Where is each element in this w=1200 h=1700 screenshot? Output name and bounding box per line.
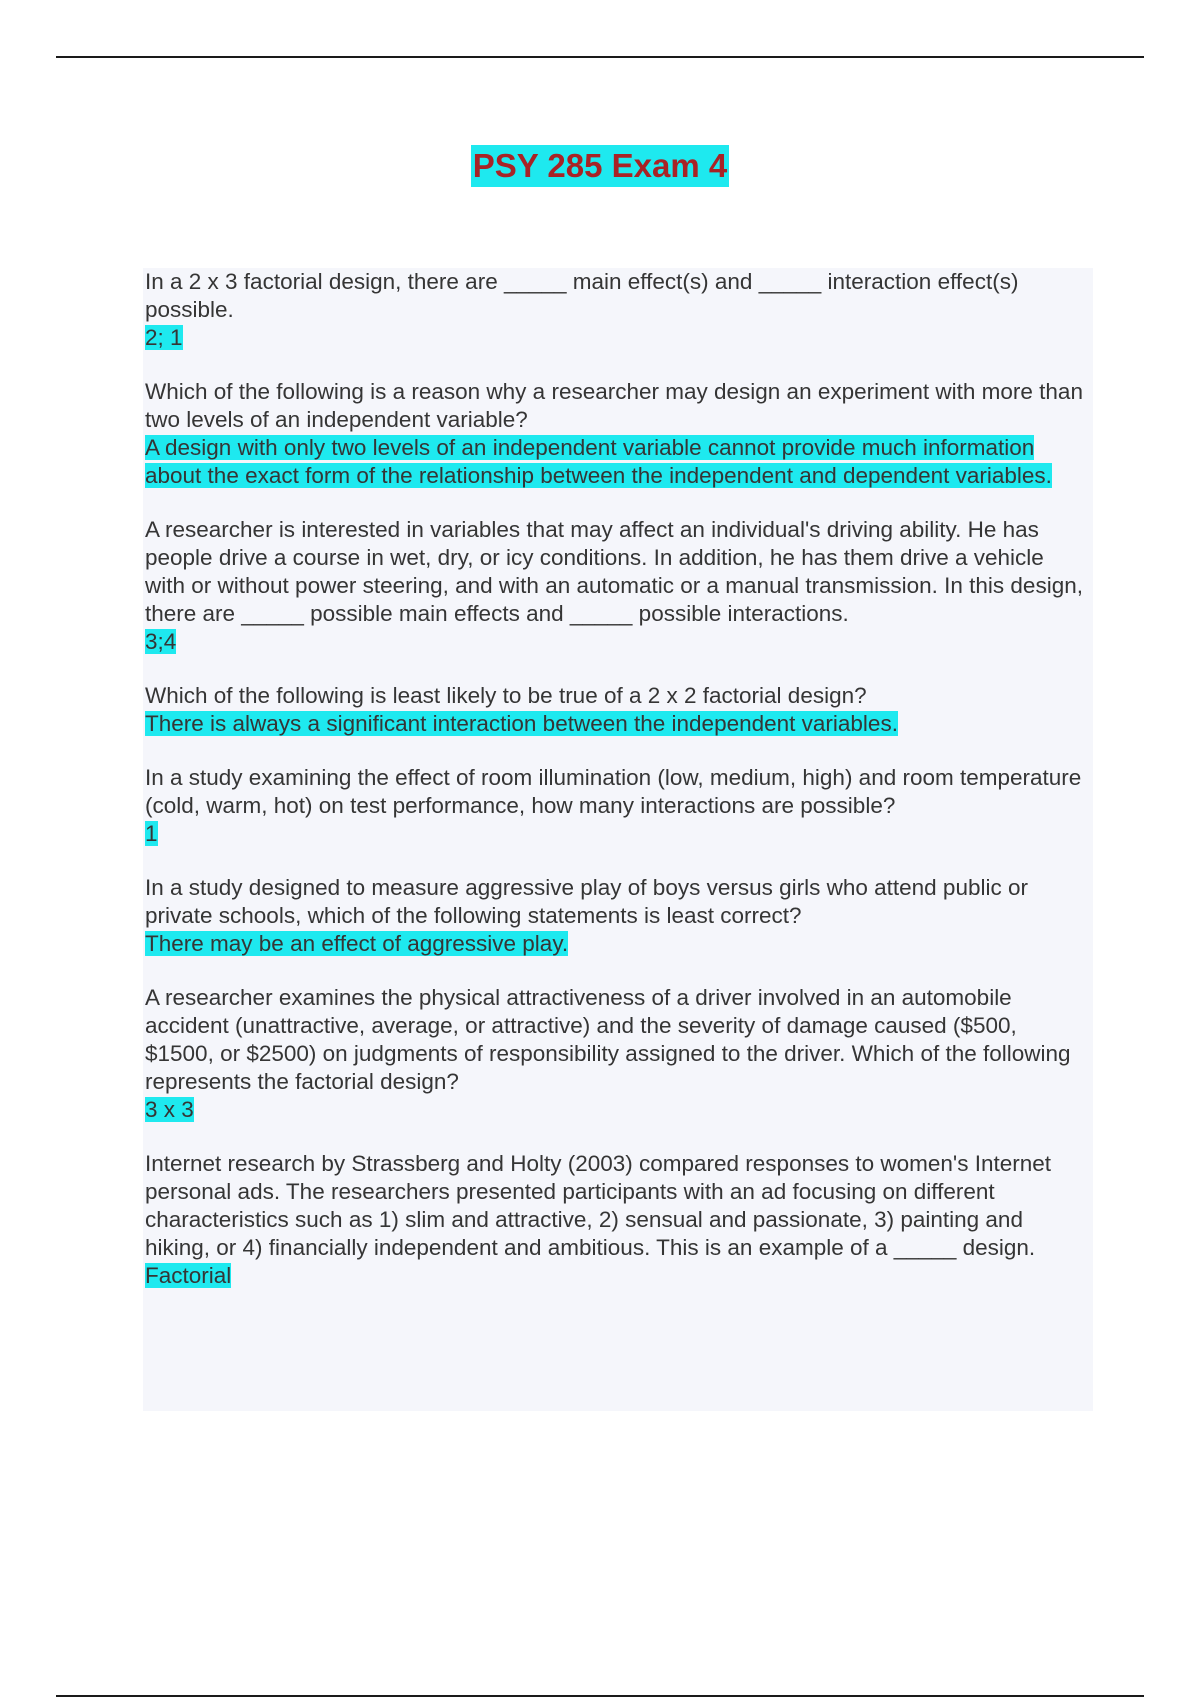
question-text: Which of the following is a reason why a researcher may design an experiment with more than two levels of an independent variable? [145, 379, 1083, 432]
answer-highlight: There is always a significant interaction between the independent variables. [145, 711, 898, 736]
question-item [145, 378, 1090, 490]
answer-highlight: There may be an effect of aggressive play. [145, 931, 569, 956]
answer-highlight: Factorial [145, 1263, 232, 1288]
answer-highlight: 3;4 [145, 629, 177, 654]
question-item [145, 984, 1090, 1124]
question-list [145, 268, 1090, 1316]
answer-text [145, 930, 1090, 958]
answer-highlight: 2; 1 [145, 325, 183, 350]
question-item [145, 874, 1090, 958]
question-item [145, 764, 1090, 848]
question-text: In a study examining the effect of room illumination (low, medium, high) and room temperature (cold, warm, hot) on test performance, how many interactions are possible? [145, 765, 1082, 818]
question-text: A researcher is interested in variables that may affect an individual's driving ability. He has people drive a course in wet, dry, or icy conditions. In addition, he has them drive a vehicle with or without power steering, and with an automatic or a manual transmission. In this design, there are _____ possible main effects and _____ possible interactions. [145, 517, 1083, 626]
answer-highlight: 3 x 3 [145, 1097, 194, 1122]
answer-highlight: A design with only two levels of an independent variable cannot provide much information about the exact form of the relationship between the independent and dependent variables. [145, 435, 1052, 488]
answer-highlight: 1 [145, 821, 158, 846]
question-text: A researcher examines the physical attractiveness of a driver involved in an automobile accident (unattractive, average, or attractive) and the severity of damage caused ($500, $1500, or $2500) on judgments of responsibility assigned to the driver. Which of the following represents the factorial design? [145, 985, 1071, 1094]
question-item [145, 682, 1090, 738]
question-text: Internet research by Strassberg and Holty (2003) compared responses to women's Internet personal ads. The researchers presented participants with an ad focusing on different characteristics such as 1) slim and attractive, 2) sensual and passionate, 3) painting and hiking, or 4) financially independent and ambitious. This is an example of a _____ design. [145, 1151, 1052, 1260]
top-rule [56, 56, 1144, 58]
question-text: Which of the following is least likely to be true of a 2 x 2 factorial design? [145, 683, 867, 708]
question-item [145, 268, 1090, 352]
question-item [145, 1150, 1090, 1290]
answer-text [145, 1262, 1090, 1290]
document-title: PSY 285 Exam 4 [471, 145, 729, 187]
answer-text [145, 324, 1090, 352]
answer-text [145, 820, 1090, 848]
question-item [145, 516, 1090, 656]
question-text: In a 2 x 3 factorial design, there are _____ main effect(s) and _____ interaction effect(s) possible. [145, 269, 1019, 322]
answer-text [145, 628, 1090, 656]
question-text: In a study designed to measure aggressive play of boys versus girls who attend public or private schools, which of the following statements is least correct? [145, 875, 1028, 928]
bottom-rule [56, 1695, 1144, 1697]
answer-text [145, 434, 1090, 490]
answer-text [145, 710, 1090, 738]
answer-text [145, 1096, 1090, 1124]
title-container [0, 145, 1200, 187]
